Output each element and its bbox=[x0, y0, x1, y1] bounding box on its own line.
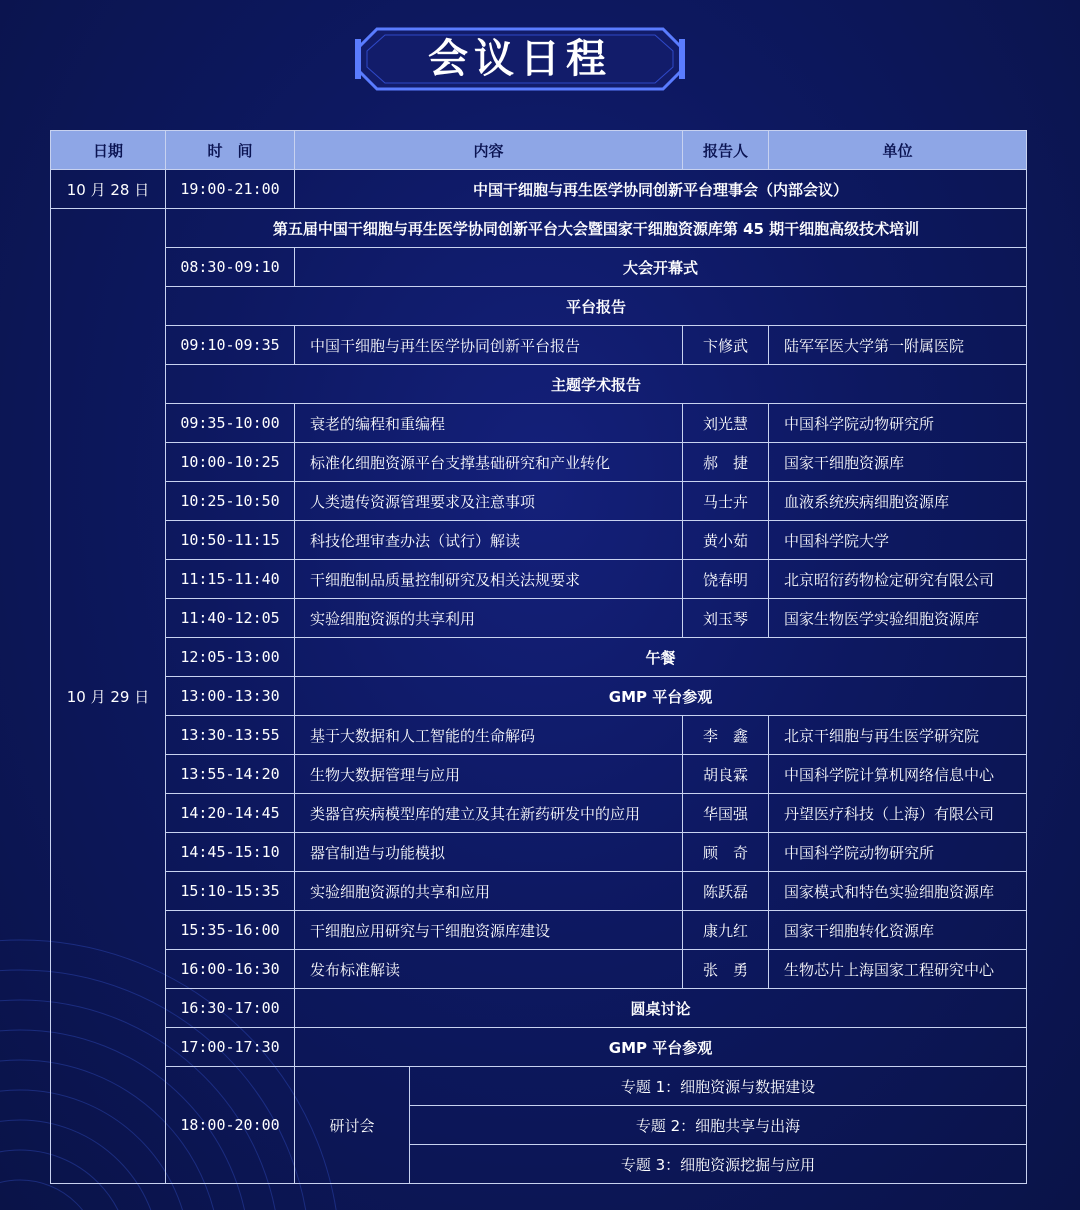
table-row bbox=[51, 716, 1027, 755]
speaker-cell: 郝 捷 bbox=[683, 443, 769, 482]
org-cell: 中国科学院计算机网络信息中心 bbox=[769, 755, 1027, 794]
org-cell: 中国科学院动物研究所 bbox=[769, 404, 1027, 443]
content-cell: 人类遗传资源管理要求及注意事项 bbox=[295, 482, 683, 521]
table-row bbox=[51, 170, 1027, 209]
time-cell: 10:50-11:15 bbox=[166, 521, 295, 560]
time-cell: 15:35-16:00 bbox=[166, 911, 295, 950]
time-cell: 09:35-10:00 bbox=[166, 404, 295, 443]
table-row bbox=[51, 755, 1027, 794]
time-cell: 13:55-14:20 bbox=[166, 755, 295, 794]
topic-cell: 专题 2：细胞共享与出海 bbox=[410, 1106, 1027, 1145]
date-cell: 10 月 28 日 bbox=[51, 170, 166, 209]
section-row bbox=[51, 287, 1027, 326]
time-cell: 16:30-17:00 bbox=[166, 989, 295, 1028]
org-cell: 北京昭衍药物检定研究有限公司 bbox=[769, 560, 1027, 599]
table-row bbox=[51, 677, 1027, 716]
content-cell: 中国干细胞与再生医学协同创新平台报告 bbox=[295, 326, 683, 365]
table-header-row bbox=[51, 131, 1027, 170]
table-row bbox=[51, 794, 1027, 833]
content-cell: 类器官疾病模型库的建立及其在新药研发中的应用 bbox=[295, 794, 683, 833]
content-cell: 器官制造与功能模拟 bbox=[295, 833, 683, 872]
time-cell: 15:10-15:35 bbox=[166, 872, 295, 911]
seminar-label: 研讨会 bbox=[295, 1067, 410, 1184]
time-cell: 11:15-11:40 bbox=[166, 560, 295, 599]
header-date: 日期 bbox=[51, 131, 166, 170]
speaker-cell: 李 鑫 bbox=[683, 716, 769, 755]
content-cell: 发布标准解读 bbox=[295, 950, 683, 989]
header-content: 内容 bbox=[295, 131, 683, 170]
time-cell: 10:00-10:25 bbox=[166, 443, 295, 482]
schedule-table bbox=[50, 130, 1027, 1184]
org-cell: 国家生物医学实验细胞资源库 bbox=[769, 599, 1027, 638]
org-cell: 丹望医疗科技（上海）有限公司 bbox=[769, 794, 1027, 833]
time-cell: 14:45-15:10 bbox=[166, 833, 295, 872]
org-cell: 北京干细胞与再生医学研究院 bbox=[769, 716, 1027, 755]
content-cell: 科技伦理审查办法（试行）解读 bbox=[295, 521, 683, 560]
speaker-cell: 华国强 bbox=[683, 794, 769, 833]
content-cell: 圆桌讨论 bbox=[295, 989, 1027, 1028]
topic-cell: 专题 3：细胞资源挖掘与应用 bbox=[410, 1145, 1027, 1184]
content-cell: 标准化细胞资源平台支撑基础研究和产业转化 bbox=[295, 443, 683, 482]
time-cell: 14:20-14:45 bbox=[166, 794, 295, 833]
section-title: 主题学术报告 bbox=[166, 365, 1027, 404]
time-cell: 12:05-13:00 bbox=[166, 638, 295, 677]
header-org: 单位 bbox=[769, 131, 1027, 170]
table-row bbox=[51, 950, 1027, 989]
table-row bbox=[51, 599, 1027, 638]
table-row bbox=[51, 1067, 1027, 1106]
org-cell: 血液系统疾病细胞资源库 bbox=[769, 482, 1027, 521]
content-cell: 大会开幕式 bbox=[295, 248, 1027, 287]
org-cell: 陆军军医大学第一附属医院 bbox=[769, 326, 1027, 365]
content-cell: GMP 平台参观 bbox=[295, 1028, 1027, 1067]
content-cell: 生物大数据管理与应用 bbox=[295, 755, 683, 794]
header-speaker: 报告人 bbox=[683, 131, 769, 170]
time-cell: 10:25-10:50 bbox=[166, 482, 295, 521]
org-cell: 中国科学院大学 bbox=[769, 521, 1027, 560]
header-time: 时 间 bbox=[166, 131, 295, 170]
content-cell: GMP 平台参观 bbox=[295, 677, 1027, 716]
content-cell: 实验细胞资源的共享和应用 bbox=[295, 872, 683, 911]
table-row bbox=[51, 404, 1027, 443]
speaker-cell: 刘光慧 bbox=[683, 404, 769, 443]
table-row bbox=[51, 482, 1027, 521]
content-cell: 中国干细胞与再生医学协同创新平台理事会（内部会议） bbox=[295, 170, 1027, 209]
page-title: 会议日程 bbox=[428, 36, 612, 82]
org-cell: 国家干细胞资源库 bbox=[769, 443, 1027, 482]
table-row bbox=[51, 911, 1027, 950]
table-row bbox=[51, 443, 1027, 482]
content-cell: 衰老的编程和重编程 bbox=[295, 404, 683, 443]
org-cell: 国家模式和特色实验细胞资源库 bbox=[769, 872, 1027, 911]
time-cell: 11:40-12:05 bbox=[166, 599, 295, 638]
speaker-cell: 顾 奇 bbox=[683, 833, 769, 872]
table-row bbox=[51, 833, 1027, 872]
speaker-cell: 饶春明 bbox=[683, 560, 769, 599]
content-cell: 基于大数据和人工智能的生命解码 bbox=[295, 716, 683, 755]
time-cell: 17:00-17:30 bbox=[166, 1028, 295, 1067]
time-cell: 09:10-09:35 bbox=[166, 326, 295, 365]
content-cell: 干细胞制品质量控制研究及相关法规要求 bbox=[295, 560, 683, 599]
topic-cell: 专题 1：细胞资源与数据建设 bbox=[410, 1067, 1027, 1106]
speaker-cell: 胡良霖 bbox=[683, 755, 769, 794]
table-row bbox=[51, 326, 1027, 365]
table-row bbox=[51, 989, 1027, 1028]
conference-banner: 第五届中国干细胞与再生医学协同创新平台大会暨国家干细胞资源库第 45 期干细胞高级技术培训 bbox=[166, 209, 1027, 248]
speaker-cell: 刘玉琴 bbox=[683, 599, 769, 638]
section-title: 平台报告 bbox=[166, 287, 1027, 326]
speaker-cell: 张 勇 bbox=[683, 950, 769, 989]
date-cell: 10 月 29 日 bbox=[51, 209, 166, 1184]
speaker-cell: 康九红 bbox=[683, 911, 769, 950]
table-row bbox=[51, 872, 1027, 911]
speaker-cell: 陈跃磊 bbox=[683, 872, 769, 911]
content-cell: 实验细胞资源的共享利用 bbox=[295, 599, 683, 638]
section-row bbox=[51, 365, 1027, 404]
table-row bbox=[51, 560, 1027, 599]
content-cell: 干细胞应用研究与干细胞资源库建设 bbox=[295, 911, 683, 950]
org-cell: 中国科学院动物研究所 bbox=[769, 833, 1027, 872]
table-row bbox=[51, 248, 1027, 287]
speaker-cell: 黄小茹 bbox=[683, 521, 769, 560]
time-cell: 16:00-16:30 bbox=[166, 950, 295, 989]
table-row bbox=[51, 209, 1027, 248]
org-cell: 生物芯片上海国家工程研究中心 bbox=[769, 950, 1027, 989]
speaker-cell: 卞修武 bbox=[683, 326, 769, 365]
org-cell: 国家干细胞转化资源库 bbox=[769, 911, 1027, 950]
time-cell: 19:00-21:00 bbox=[166, 170, 295, 209]
speaker-cell: 马士卉 bbox=[683, 482, 769, 521]
time-cell: 08:30-09:10 bbox=[166, 248, 295, 287]
title-banner bbox=[355, 25, 685, 93]
table-row bbox=[51, 1028, 1027, 1067]
table-row bbox=[51, 521, 1027, 560]
table-row bbox=[51, 638, 1027, 677]
time-cell: 18:00-20:00 bbox=[166, 1067, 295, 1184]
time-cell: 13:00-13:30 bbox=[166, 677, 295, 716]
time-cell: 13:30-13:55 bbox=[166, 716, 295, 755]
content-cell: 午餐 bbox=[295, 638, 1027, 677]
